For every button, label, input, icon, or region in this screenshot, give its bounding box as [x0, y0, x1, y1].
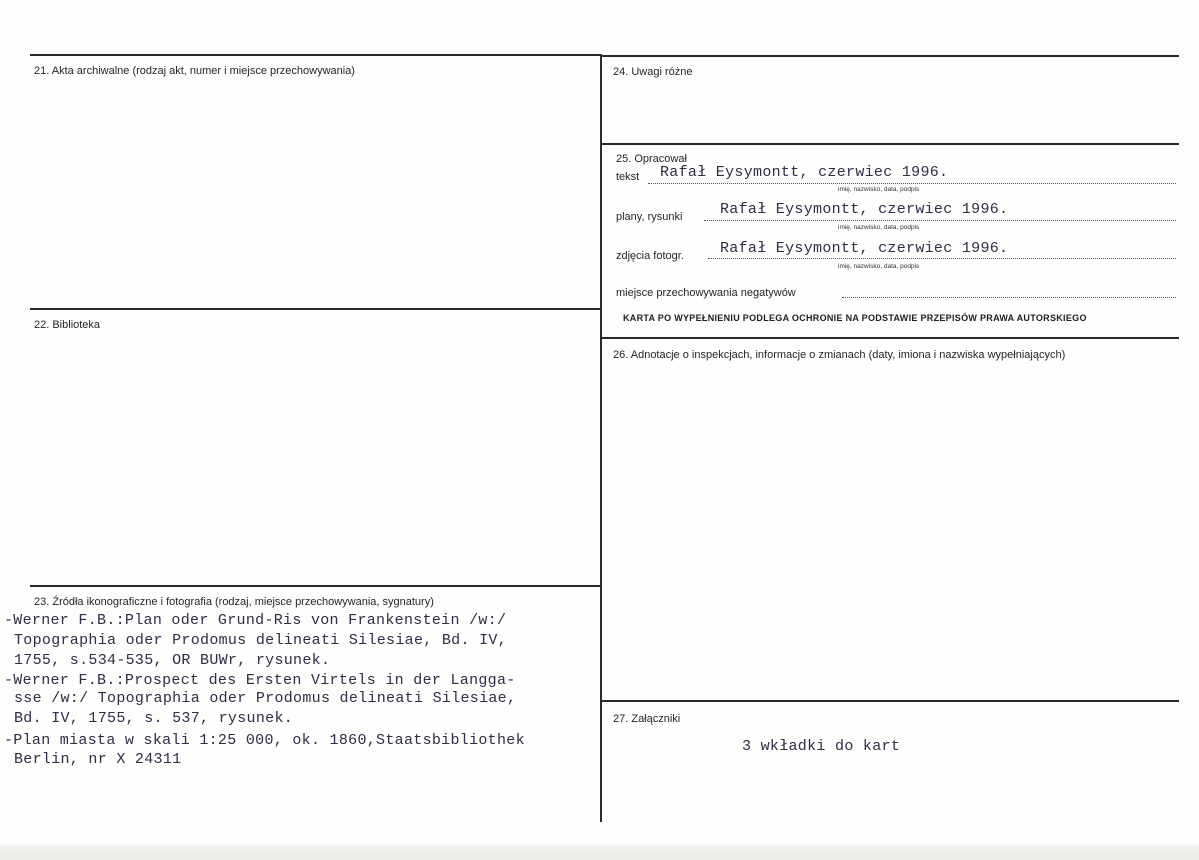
section-25-label: 25. Opracował	[616, 153, 687, 165]
plans-author-value: Rafał Eysymontt, czerwiec 1996.	[720, 201, 1009, 218]
text-field-label: tekst	[616, 171, 640, 183]
iconography-line-7: -Plan miasta w skali 1:25 000, ok. 1860,Staatsbibliothek	[4, 732, 525, 749]
negatives-field-label: miejsce przechowywania negatywów	[616, 287, 796, 299]
text-author-value: Rafał Eysymontt, czerwiec 1996.	[660, 164, 949, 181]
rule-section-27	[602, 700, 1179, 702]
section-21-label: 21. Akta archiwalne (rodzaj akt, numer i miejsce przechowywania)	[34, 65, 355, 77]
section-26-label: 26. Adnotacje o inspekcjach, informacje o zmianach (daty, imiona i nazwiska wypełniających)	[613, 349, 1066, 361]
iconography-line-6: Bd. IV, 1755, s. 537, rysunek.	[14, 710, 294, 727]
iconography-line-3: 1755, s.534-535, OR BUWr, rysunek.	[14, 652, 331, 669]
rule-section-25	[602, 143, 1179, 145]
plans-field-hint: imię, nazwisko, data, podpis	[838, 224, 920, 231]
rule-section-22	[30, 308, 601, 310]
section-23-label: 23. Źródła ikonograficzne i fotografia (rodzaj, miejsce przechowywania, sygnatury)	[34, 596, 434, 608]
attachments-value: 3 wkładki do kart	[742, 738, 901, 755]
plans-field-label: plany, rysunki	[616, 211, 683, 223]
section-24-label: 24. Uwagi różne	[613, 66, 693, 78]
copyright-notice: KARTA PO WYPEŁNIENIU PODLEGA OCHRONIE NA PODSTAWIE PRZEPISÓW PRAWA AUTORSKIEGO	[623, 313, 1087, 323]
text-field-line	[648, 183, 1176, 184]
text-field-hint: imię, nazwisko, data, podpis	[838, 186, 920, 193]
iconography-line-8: Berlin, nr X 24311	[14, 751, 182, 768]
rule-section-23	[30, 585, 601, 587]
section-27-label: 27. Załączniki	[613, 713, 681, 725]
column-divider	[600, 54, 602, 822]
section-22-label: 22. Biblioteka	[34, 319, 101, 331]
top-rule-right	[602, 55, 1179, 57]
iconography-line-1: -Werner F.B.:Plan oder Grund-Ris von Frankenstein /w:/	[4, 612, 507, 629]
iconography-line-5: sse /w:/ Topographia oder Prodomus delineati Silesiae,	[14, 690, 517, 707]
scan-edge	[0, 845, 1199, 860]
photos-author-value: Rafał Eysymontt, czerwiec 1996.	[720, 240, 1009, 257]
plans-field-line	[704, 220, 1176, 221]
iconography-line-2: Topographia oder Prodomus delineati Silesiae, Bd. IV,	[14, 632, 507, 649]
negatives-field-line	[842, 297, 1176, 298]
photos-field-label: zdjęcia fotogr.	[616, 250, 684, 262]
top-rule-left	[30, 54, 601, 56]
rule-section-26	[602, 337, 1179, 339]
photos-field-line	[708, 258, 1176, 259]
iconography-line-4: -Werner F.B.:Prospect des Ersten Virtels in der Langga-	[4, 672, 516, 689]
photos-field-hint: imię, nazwisko, data, podpis	[838, 263, 920, 270]
